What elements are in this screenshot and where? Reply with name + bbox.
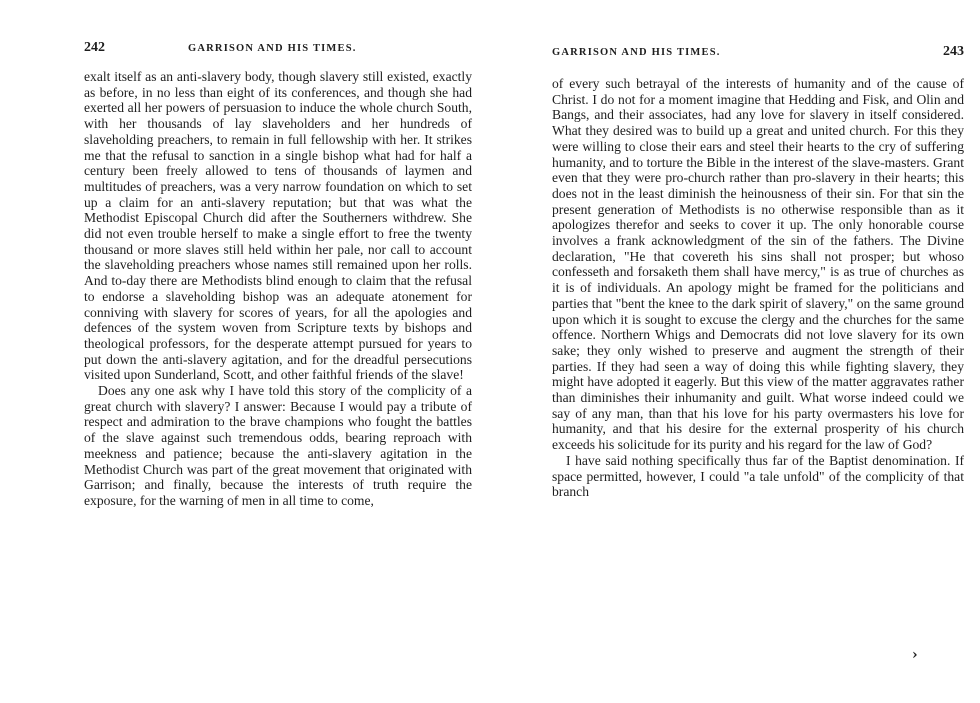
- right-page: [490, 0, 980, 703]
- right-page-header: [552, 42, 964, 62]
- left-paragraph-1: exalt itself as an anti-slavery body, though slavery still existed, exactly as before, in no less than eight of its conferences, and though she had exerted all her powers of persuasion to induce the whole church South, with her thousands of lay slaveholders and her hundreds of slaveholding preachers, to remain in full fellowship with her. It strikes me that the refusal to sanction in a single bishop what had for half a century been freely allowed to tens of thousands of laymen and multitudes of preachers, was a very narrow foundation on which to set up a claim for an anti-slavery reputation; but that was what the Methodist Episcopal Church did after the Southerners withdrew. She did not even trouble herself to make a single effort to free the twenty thousand or more slaves still held within her pale, nor call to account the slaveholding preachers whose names still remained upon her rolls. And to-day there are Methodists blind enough to claim that the refusal to endorse a slaveholding bishop was an adequate atonement for conniving with slavery for scores of years, for all the apologies and defences of the system woven from Scripture texts by bishops and theological professors, for the desperate attempt pursued for years to put down the anti-slavery agitation, and for the dreadful persecutions visited upon Sunderland, Scott, and other faithful friends of the slave!: [84, 69, 472, 383]
- page-number-left: 242: [84, 40, 105, 55]
- page-number-right: 243: [943, 44, 964, 59]
- right-paragraph-2: I have said nothing specifically thus far of the Baptist denomination. If space permitted, however, I could "a tale unfold" of the complicity of that branch: [552, 452, 964, 500]
- left-page-header: [84, 38, 474, 58]
- running-head-left: GARRISON AND HIS TIMES.: [188, 43, 357, 54]
- left-page-text: [84, 69, 472, 509]
- running-head-right: GARRISON AND HIS TIMES.: [552, 47, 721, 58]
- left-paragraph-2: Does any one ask why I have told this story of the complicity of a great church with slavery? I answer: Because I would pay a tribute of respect and admiration to the brave champions who fought the battles of the slave against such tremendous odds, bearing reproach with meekness and patience; because the anti-slavery agitation in the Methodist Church was part of the great movement that originated with Garrison; and finally, because the interests of truth require the exposure, for the warning of men in all time to come,: [84, 383, 472, 508]
- right-page-text: [552, 76, 964, 500]
- right-paragraph-1: of every such betrayal of the interests of humanity and of the cause of Christ. I do not for a moment imagine that Hedding and Fisk, and Olin and Bangs, and their associates, had any love for slavery in itself considered. What they desired was to build up a great and united church. For this they were willing to close their ears and steel their hearts to the cry of suffering humanity, and to torture the Bible in the interest of the slave-masters. Grant even that they were pro-church rather than pro-slavery in their hearts; this does not in the least diminish the heinousness of their sin. For that sin the present generation of Methodists is no otherwise responsible than as it apologizes therefor and seeks to cover it up. The only honorable course involves a frank acknowledgment of the sin of the fathers. The Divine declaration, "He that covereth his sins shall not prosper; but whoso confesseth and forsaketh them shall have mercy," is as true of churches as it is of individuals. An apology might be framed for the politicians and parties that "bent the knee to the dark spirit of slavery," on the same ground upon which it is sought to excuse the clergy and the churches for the same offence. Northern Whigs and Democrats did not love slavery for its own sake; they only wished to preserve and augment the strength of their parties. If they had seen a way of doing this while fighting slavery, they might have adopted it eagerly. But this view of the matter aggravates rather than diminishes their inhumanity and guilt. What worse indeed could we say of any man, than that his love for his party overmasters his love for humanity, and that his desire for the external prosperity of his church exceeds his solicitude for its purity and his regard for the law of God?: [552, 76, 964, 453]
- scan-speck-mark: ›: [912, 647, 918, 663]
